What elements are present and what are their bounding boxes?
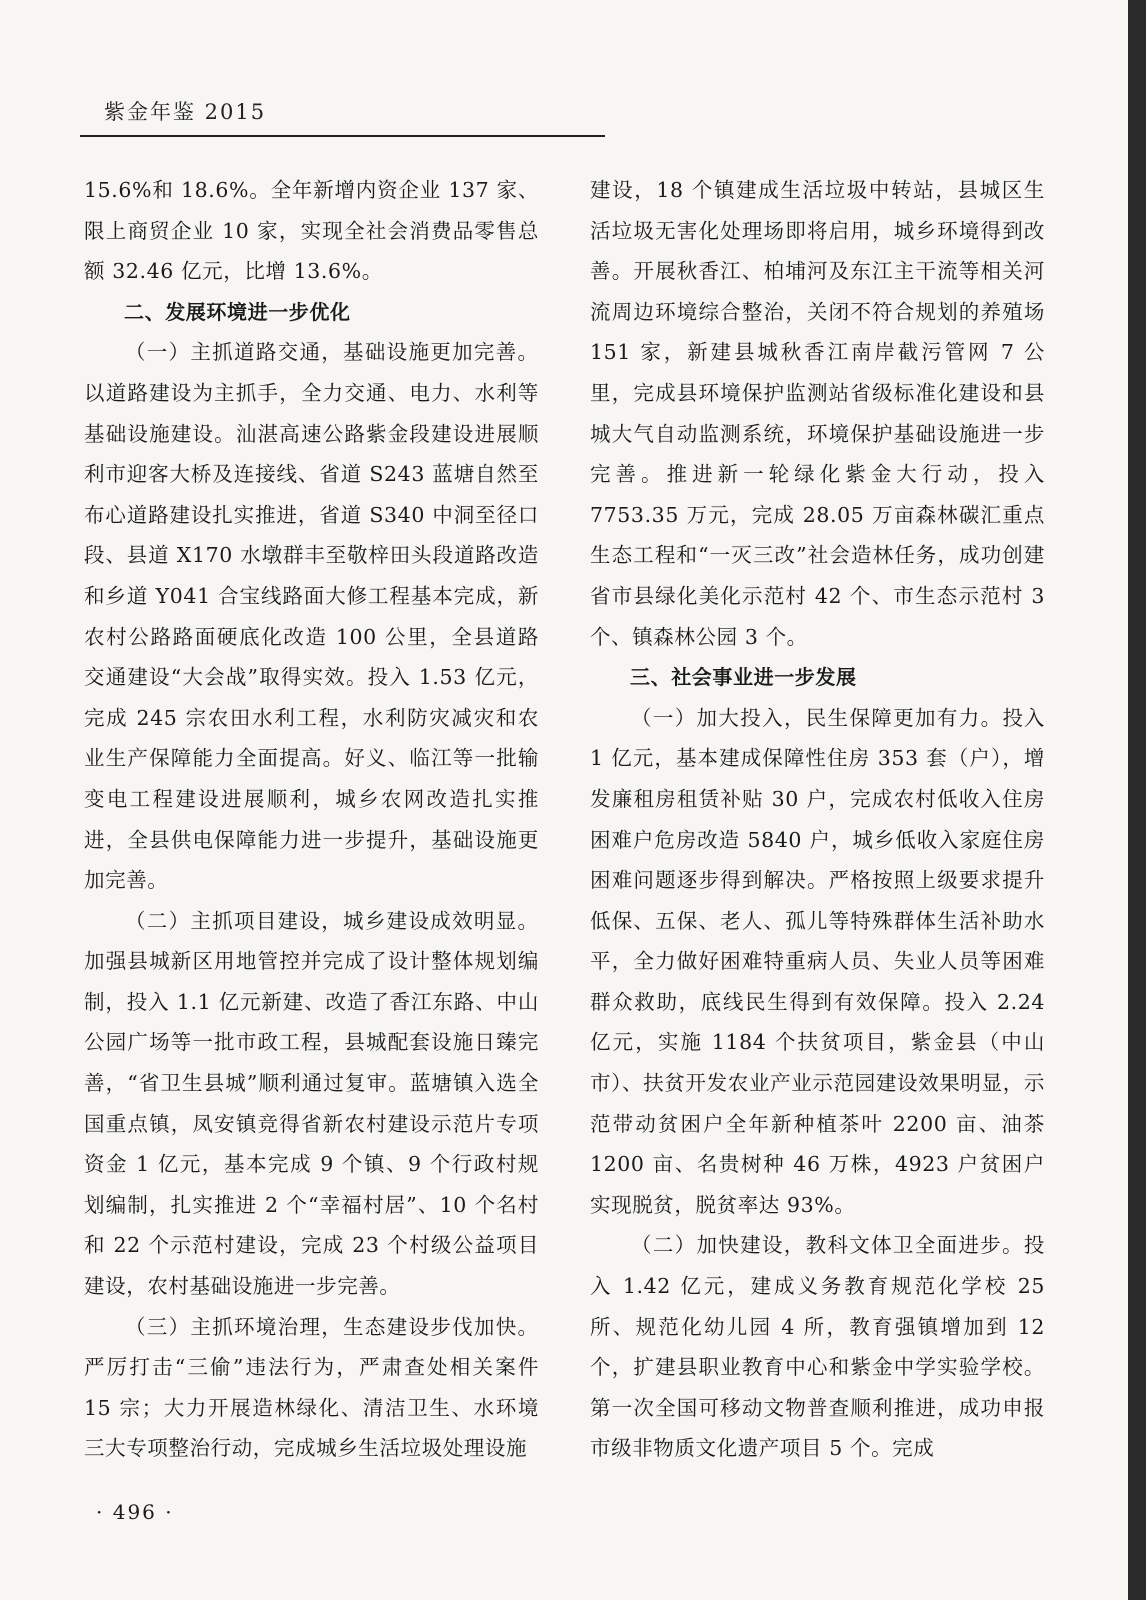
paragraph-lead: （三）主抓环境治理，生态建设步伐加快。 [125,1314,539,1339]
paragraph-livelihood [590,698,1045,1226]
paragraph-body: 投入 1 亿元，基本建成保障性住房 353 套（户），增发廉租房租赁补贴 30 户，完成农村低收入住房困难户危房改造 5840 户，城乡低收入家庭住房困难问题逐步得到解决。严格按照上级要求提升低保、五保、老人、孤儿等特殊群体生活补助水平，全力做好困难特重病人员、失业人员等困难群众救助，底线民生得到有效保障。投入 2.24 亿元，实施 1184 个扶贫项目，紫金县（中山市）、扶贫开发农业产业示范园建设效果明显，示范带动贫困户全年新种植茶叶 2200 亩、油茶 1200 亩、名贵树种 46 万株，4923 户贫困户实现脱贫，脱贫率达 93%。 [590,705,1046,1217]
paragraph-projects [84,901,539,1307]
paragraph-body: 加强县城新区用地管控并完成了设计整体规划编制，投入 1.1 亿元新建、改造了香江东路、中山公园广场等一批市政工程，县城配套设施日臻完善，“省卫生县城”顺利通过复审。蓝塘镇入选全国重点镇，凤安镇竞得省新农村建设示范片专项资金 1 亿元，基本完成 9 个镇、9 个行政村规划编制，扎实推进 2 个“幸福村居”、10 个名村和 22 个示范村建设，完成 23 个村级公益项目建设，农村基础设施进一步完善。 [84,949,539,1299]
paragraph-lead: （二）加快建设，教科文体卫全面进步。 [631,1233,1024,1258]
left-column [84,170,539,1469]
right-column [590,170,1045,1469]
section-heading-3: 三、社会事业进一步发展 [630,665,857,690]
paragraph-body: 投入 1.42 亿元，建成义务教育规范化学校 25 所、规范化幼儿园 4 所，教育强镇增加到 12 个，扩建县职业教育中心和紫金中学实验学校。第一次全国可移动文物普查顺利推进，成功申报市级非物质文化遗产项目 5 个。完成 [590,1233,1045,1461]
paragraph-continued: 15.6%和 18.6%。全年新增内资企业 137 家、限上商贸企业 10 家，实现全社会消费品零售总额 32.46 亿元，比增 13.6%。 [84,178,539,284]
paragraph-continued: 建设，18 个镇建成生活垃圾中转站，县城区生活垃圾无害化处理场即将启用，城乡环境得到改善。开展秋香江、柏埔河及东江主干流等相关河流周边环境综合整治，关闭不符合规划的养殖场 151 家，新建县城秋香江南岸截污管网 7 公里，完成县环境保护监测站省级标准化建设和县城大气自动监测系统，环境保护基础设施进一步完善。推进新一轮绿化紫金大行动，投入 7753.35 万元，完成 28.05 万亩森林碳汇重点生态工程和“一灭三改”社会造林任务，成功创建省市县绿化美化示范村 42 个、市生态示范村 3 个、镇森林公园 3 个。 [590,178,1045,649]
running-header: 紫金年鉴 2015 [104,100,267,124]
section-heading-2: 二、发展环境进一步优化 [124,299,351,324]
paragraph-lead: （一）主抓道路交通，基础设施更加完善。 [125,340,539,365]
paragraph-roads [84,332,539,900]
paragraph-body: 以道路建设为主抓手，全力交通、电力、水利等基础设施建设。汕湛高速公路紫金段建设进展顺利市迎客大桥及连接线、省道 S243 蓝塘自然至布心道路建设扎实推进，省道 S340 中洞至径口段、县道 X170 水墩群丰至敬梓田头段道路改造和乡道 Y041 合宝线路面大修工程基本完成，新农村公路路面硬底化改造 100 公里，全县道路交通建设“大会战”取得实效。投入 1.53 亿元，完成 245 宗农田水利工程，水利防灾减灾和农业生产保障能力全面提高。好义、临江等一批输变电工程建设进展顺利，城乡农网改造扎实推进，全县供电保障能力进一步提升，基础设施更加完善。 [84,380,539,893]
header-rule [80,135,605,137]
scan-edge-shadow [1128,0,1146,1600]
paragraph-environment [84,1307,539,1469]
paragraph-lead: （一）加大投入，民生保障更加有力。 [631,705,1003,730]
paragraph-education [590,1225,1045,1469]
paragraph-body: 严厉打击“三偷”违法行为，严肃查处相关案件 15 宗；大力开展造林绿化、清洁卫生、水环境三大专项整治行动，完成城乡生活垃圾处理设施 [84,1355,539,1461]
paragraph-lead: （二）主抓项目建设，城乡建设成效明显。 [125,908,539,933]
page-number: · 496 · [96,1500,174,1524]
